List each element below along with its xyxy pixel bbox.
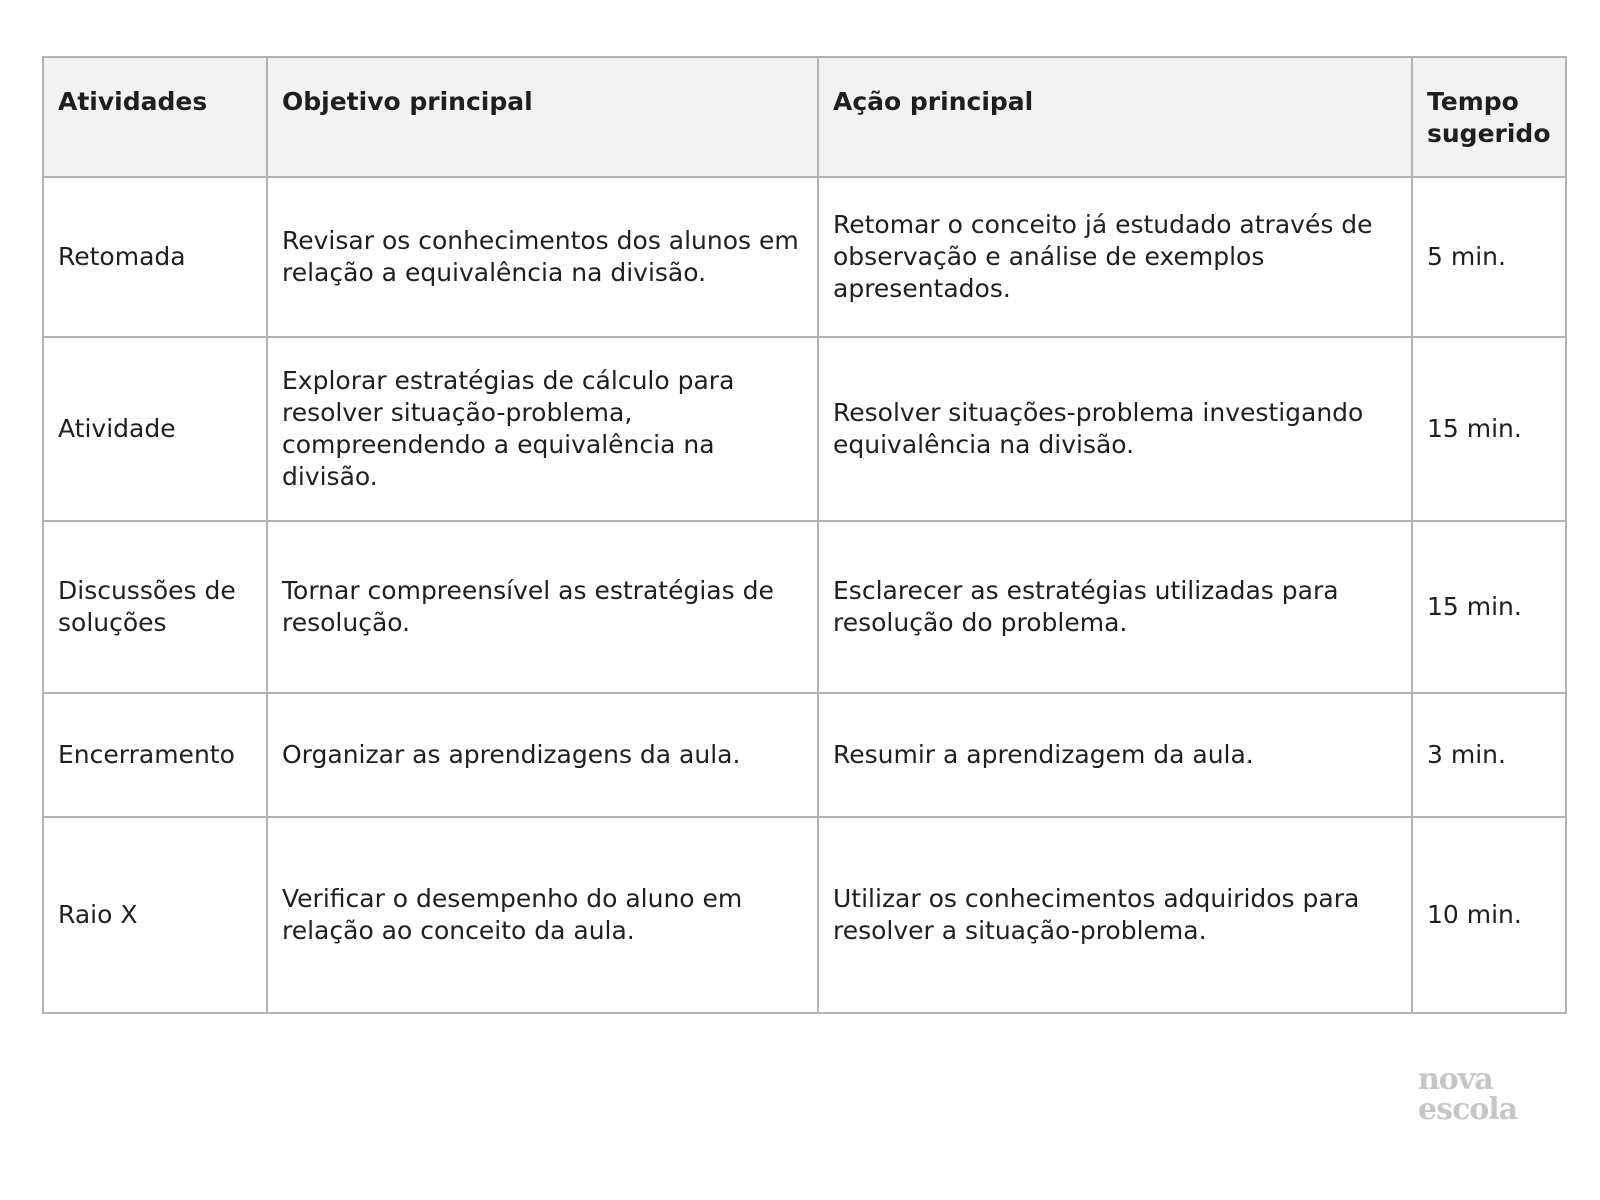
cell-tempo: 15 min. (1412, 337, 1566, 521)
cell-atividade: Discussões de soluções (43, 521, 267, 693)
cell-objetivo: Organizar as aprendizagens da aula. (267, 693, 818, 817)
cell-acao: Esclarecer as estratégias utilizadas para resolução do problema. (818, 521, 1412, 693)
table-row (43, 337, 1566, 521)
table-row (43, 521, 1566, 693)
header-atividades: Atividades (43, 57, 267, 177)
cell-atividade: Atividade (43, 337, 267, 521)
cell-objetivo: Explorar estratégias de cálculo para resolver situação-problema, compreendendo a equivalência na divisão. (267, 337, 818, 521)
logo-line-1: nova (1418, 1062, 1493, 1097)
cell-atividade: Retomada (43, 177, 267, 337)
cell-acao: Retomar o conceito já estudado através de observação e análise de exemplos apresentados. (818, 177, 1412, 337)
cell-tempo: 15 min. (1412, 521, 1566, 693)
nova-escola-logo (1418, 1062, 1538, 1127)
header-tempo-sugerido: Tempo sugerido (1412, 57, 1566, 177)
logo-line-2: escola (1418, 1092, 1518, 1127)
header-acao-principal: Ação principal (818, 57, 1412, 177)
cell-acao: Resolver situações-problema investigando equivalência na divisão. (818, 337, 1412, 521)
table-row (43, 177, 1566, 337)
header-row (43, 57, 1566, 177)
table-row (43, 817, 1566, 1013)
cell-tempo: 5 min. (1412, 177, 1566, 337)
cell-tempo: 3 min. (1412, 693, 1566, 817)
header-objetivo-principal: Objetivo principal (267, 57, 818, 177)
cell-atividade: Raio X (43, 817, 267, 1013)
cell-tempo: 10 min. (1412, 817, 1566, 1013)
cell-atividade: Encerramento (43, 693, 267, 817)
cell-acao: Utilizar os conhecimentos adquiridos para resolver a situação-problema. (818, 817, 1412, 1013)
table-row (43, 693, 1566, 817)
cell-objetivo: Verificar o desempenho do aluno em relação ao conceito da aula. (267, 817, 818, 1013)
cell-objetivo: Tornar compreensível as estratégias de resolução. (267, 521, 818, 693)
cell-objetivo: Revisar os conhecimentos dos alunos em relação a equivalência na divisão. (267, 177, 818, 337)
lesson-plan-table (42, 56, 1567, 1014)
cell-acao: Resumir a aprendizagem da aula. (818, 693, 1412, 817)
